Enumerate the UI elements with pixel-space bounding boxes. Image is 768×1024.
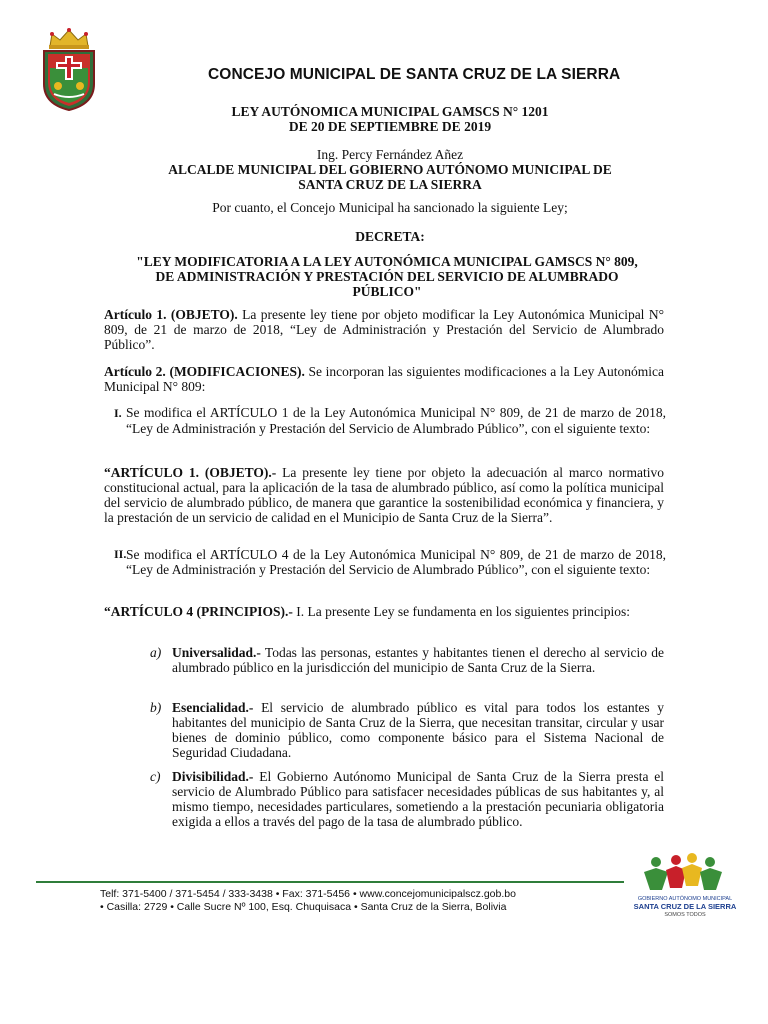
principle-b-heading: Esencialidad.-: [172, 700, 254, 715]
principle-a: [150, 645, 664, 675]
logo-slogan: SOMOS TODOS: [664, 912, 706, 918]
quote-article-1-text: La presente ley tiene por objeto la adecuación al marco normativo constitucional actual, para la aplicación de la tasa de alumbrado público, así como la política municipal del servicio de alumbrado público, de manera que garantice la sostenibilidad económica y financiera, y la prestación de un servicio de calidad en el Municipio de Santa Cruz de la Sierra”.: [104, 465, 664, 525]
principle-a-text: Todas las personas, estantes y habitantes tienen el derecho al servicio de alumbrado público en la jurisdicción del municipio de Santa Cruz de la Sierra.: [172, 645, 664, 675]
article-1: [104, 307, 664, 352]
mayor-name: Ing. Percy Fernández Añez: [316, 147, 464, 162]
principle-a-heading: Universalidad.-: [172, 645, 261, 660]
quote-article-1: [104, 465, 664, 525]
logo-name: SANTA CRUZ DE LA SIERRA: [633, 902, 737, 911]
quote-article-4-heading: “ARTÍCULO 4 (PRINCIPIOS).-: [104, 604, 293, 619]
mayor-title-line2: SANTA CRUZ DE LA SIERRA: [298, 177, 482, 192]
principle-b-label: b): [150, 700, 162, 715]
article-1-heading: Artículo 1. (OBJETO).: [104, 307, 238, 322]
footer-divider: [36, 881, 624, 883]
mayor-title-line1: ALCALDE MUNICIPAL DEL GOBIERNO AUTÓNOMO MUNICIPAL DE: [168, 162, 612, 177]
quote-article-1-heading: “ARTÍCULO 1. (OBJETO).-: [104, 465, 277, 480]
modification-2-numeral: II.: [114, 547, 127, 561]
modification-1-numeral: I.: [114, 406, 122, 420]
principle-b: [150, 700, 664, 760]
logo-small-text: GOBIERNO AUTÓNOMO MUNICIPAL: [637, 896, 733, 902]
law-date: DE 20 DE SEPTIEMBRE DE 2019: [288, 119, 492, 134]
law-title-line1: "LEY MODIFICATORIA A LA LEY AUTONÓMICA MUNICIPAL GAMSCS N° 809,: [136, 254, 638, 269]
people-figures-icon: [630, 852, 740, 896]
decreta-heading: DECRETA:: [355, 229, 425, 244]
article-2-heading: Artículo 2. (MODIFICACIONES).: [104, 364, 305, 379]
modification-2: [114, 547, 666, 577]
principle-c-text: El Gobierno Autónomo Municipal de Santa Cruz de la Sierra presta el servicio de Alumbrado Público para satisfacer necesidades públicas de sus habitantes y, al mismo tiempo, necesidades particulares, sometiendo a la prestación pecuniaria obligatoria exigida a ellos a través del pago de la tasa de alumbrado público.: [172, 769, 665, 829]
principle-b-text: El servicio de alumbrado público es vital para todos los estantes y habitantes del municipio de Santa Cruz de la Sierra, que necesitan transitar, circular y usar bienes de dominio público, como componente básico para el Sistema Nacional de Seguridad Ciudadana.: [172, 700, 664, 760]
footer-contact-line1: Telf: 371-5400 / 371-5454 / 333-3438 • Fax: 371-5456 • www.concejomunicipalscz.gob.bo: [100, 888, 516, 900]
article-2: [104, 364, 664, 394]
municipal-government-logo: [630, 852, 740, 928]
modification-2-text: Se modifica el ARTÍCULO 4 de la Ley Autonómica Municipal N° 809, de 21 de marzo de 2018, “Ley de Administración y Prestación del Servicio de Alumbrado Público”, con el siguiente texto:: [126, 547, 666, 577]
law-title: [104, 254, 670, 299]
principle-c-heading: Divisibilidad.-: [172, 769, 254, 784]
article-1-text: La presente ley tiene por objeto modificar la Ley Autonómica Municipal N° 809, de 21 de marzo de 2018, “Ley de Administración y Prestación del Servicio de Alumbrado Público”.: [104, 307, 664, 352]
principle-c-label: c): [150, 769, 161, 784]
modification-1: [114, 405, 666, 437]
principle-c: [150, 769, 664, 829]
principle-a-label: a): [150, 645, 162, 660]
coat-of-arms-logo: [36, 24, 102, 112]
quote-article-4: [104, 604, 664, 619]
por-cuanto-text: Por cuanto, el Concejo Municipal ha sancionado la siguiente Ley;: [212, 200, 568, 215]
law-number: LEY AUTÓNOMICA MUNICIPAL GAMSCS N° 1201: [231, 104, 549, 119]
law-title-line3: PÚBLICO": [352, 284, 422, 299]
modification-1-text: Se modifica el ARTÍCULO 1 de la Ley Autonómica Municipal N° 809, de 21 de marzo de 2018, “Ley de Administración y Prestación del Servicio de Alumbrado Público”, con el siguiente texto:: [126, 405, 666, 436]
footer-contact: [100, 888, 620, 914]
law-heading: [200, 104, 580, 134]
mayor-block: [140, 147, 640, 192]
article-2-text: Se incorporan las siguientes modificaciones a la Ley Autonómica Municipal N° 809:: [104, 364, 664, 394]
law-title-line2: DE ADMINISTRACIÓN Y PRESTACIÓN DEL SERVICIO DE ALUMBRADO: [155, 269, 619, 284]
quote-article-4-text: I. La presente Ley se fundamenta en los siguientes principios:: [296, 604, 630, 619]
footer-contact-line2: • Casilla: 2729 • Calle Sucre Nº 100, Esq. Chuquisaca • Santa Cruz de la Sierra, Bolivia: [100, 901, 507, 913]
page-title: CONCEJO MUNICIPAL DE SANTA CRUZ DE LA SIERRA: [208, 66, 621, 83]
